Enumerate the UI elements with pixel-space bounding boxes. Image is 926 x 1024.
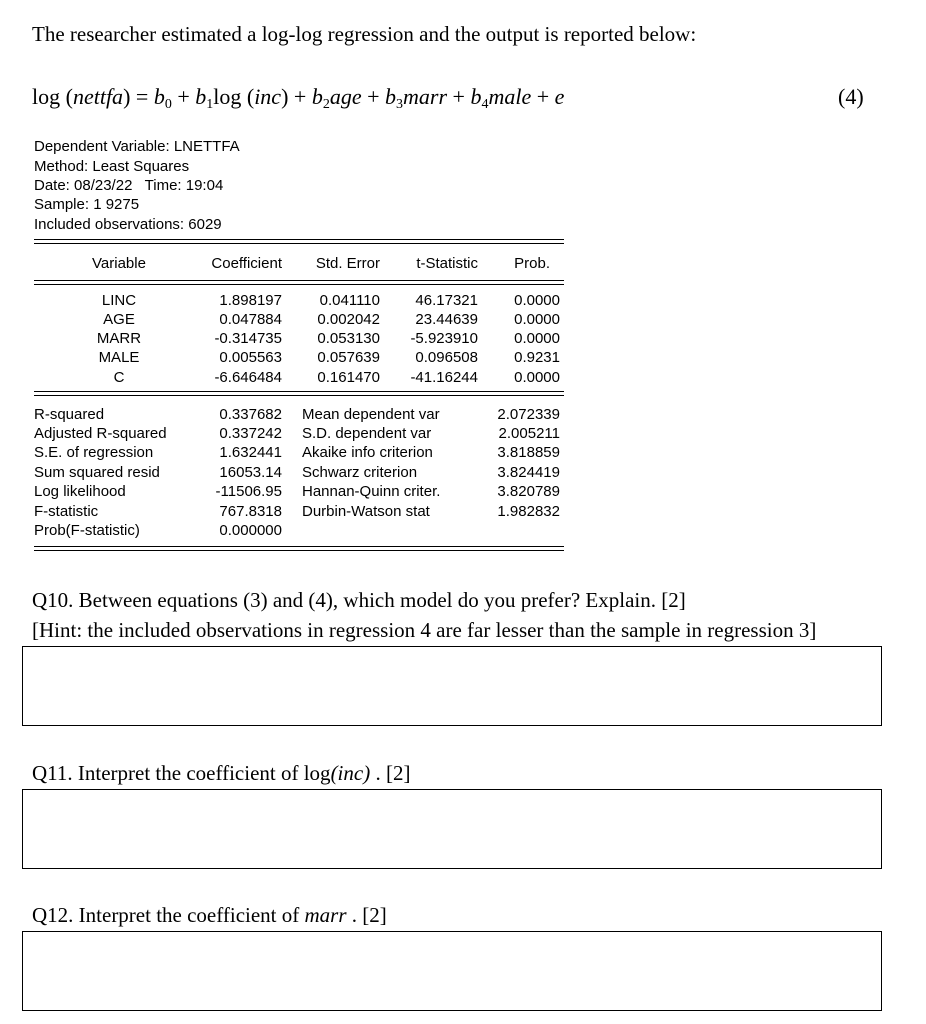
eq-b2-sub: 2 [322, 97, 330, 112]
eq-error: e [554, 84, 565, 109]
eq-lhs-var: nettfa [72, 84, 124, 109]
row-variable: AGE [103, 311, 135, 328]
row-prob: 0.0000 [514, 330, 560, 347]
stat-value: 767.8318 [219, 503, 282, 520]
row-coefficient: 1.898197 [219, 292, 282, 309]
eq-b0: b [153, 84, 165, 109]
header-t-statistic: t-Statistic [416, 255, 478, 272]
eq-b3-sub: 3 [396, 97, 403, 112]
q11-var: (inc) [330, 761, 371, 785]
row-t-statistic: 0.096508 [415, 349, 478, 366]
equation-number: (4) [838, 84, 864, 109]
stat-label: Sum squared resid [34, 464, 160, 481]
row-prob: 0.0000 [514, 292, 560, 309]
double-rule-stats [34, 391, 564, 396]
row-std-error: 0.041110 [319, 292, 380, 309]
row-t-statistic: -41.16244 [410, 369, 478, 386]
eq-b4: b [470, 84, 482, 109]
meta-sample: Sample: 1 9275 [34, 196, 140, 213]
stat-label: Adjusted R-squared [34, 425, 167, 442]
answer-box-q10[interactable] [22, 646, 882, 726]
row-t-statistic: 46.17321 [415, 292, 478, 309]
header-variable: Variable [92, 255, 146, 272]
question-12 [32, 903, 387, 928]
header-prob: Prob. [514, 255, 550, 272]
eq-b3: b [385, 84, 396, 109]
row-variable: MARR [96, 330, 142, 347]
stat-label: Prob(F-statistic) [34, 522, 140, 539]
answer-box-q11[interactable] [22, 789, 882, 869]
stat-value: 2.072339 [497, 406, 560, 423]
question-11 [32, 761, 410, 786]
question-10: Q10. Between equations (3) and (4), which model do you prefer? Explain. [2] [32, 588, 686, 612]
stat-label: Log likelihood [34, 483, 126, 500]
stat-label: S.D. dependent var [302, 425, 432, 442]
q11-prefix: Q11. Interpret the coefficient of log [32, 761, 331, 785]
eq-b3-var: marr [403, 84, 448, 109]
stat-value: 16053.14 [219, 464, 282, 481]
row-coefficient: 0.005563 [219, 349, 282, 366]
q12-suffix: . [2] [346, 903, 387, 927]
stat-label: Durbin-Watson stat [302, 503, 430, 520]
intro-text: The researcher estimated a log-log regression and the output is reported below: [32, 22, 697, 46]
stat-value: 3.818859 [497, 444, 560, 461]
meta-dependent: Dependent Variable: LNETTFA [34, 138, 240, 155]
stat-value: 1.982832 [497, 503, 560, 520]
stat-value: -11506.95 [215, 483, 282, 500]
double-rule-header [34, 280, 564, 285]
meta-method: Method: Least Squares [34, 158, 190, 175]
stat-label: F-statistic [34, 503, 99, 520]
row-std-error: 0.053130 [317, 330, 380, 347]
stat-label: Akaike info criterion [302, 444, 433, 461]
eq-b0-sub: 0 [164, 97, 172, 112]
q12-prefix: Q12. Interpret the coefficient of [32, 903, 305, 927]
row-std-error: 0.002042 [317, 311, 380, 328]
eq-b1: b [195, 84, 207, 109]
header-coefficient: Coefficient [211, 255, 282, 272]
row-std-error: 0.057639 [317, 349, 380, 366]
row-t-statistic: -5.923910 [410, 330, 478, 347]
row-prob: 0.0000 [514, 311, 560, 328]
q11-suffix: . [2] [370, 761, 411, 785]
eq-b4-sub: 4 [481, 97, 489, 112]
row-t-statistic: 23.44639 [415, 311, 478, 328]
eq-b1-var: inc [254, 84, 282, 109]
meta-observations: Included observations: 6029 [34, 216, 222, 233]
stat-label: R-squared [34, 406, 105, 423]
stat-value: 0.337242 [219, 425, 282, 442]
stat-value: 0.337682 [219, 406, 282, 423]
eq-lhs-func: log [32, 84, 61, 109]
eq-b4-var: male [488, 84, 532, 109]
row-coefficient: 0.047884 [219, 311, 282, 328]
eq-b1-sub: 1 [206, 97, 214, 112]
row-coefficient: -0.314735 [214, 330, 282, 347]
q12-var: marr [304, 903, 347, 927]
eq-equals: = [135, 84, 149, 109]
row-std-error: 0.161470 [317, 369, 380, 386]
row-prob: 0.0000 [514, 369, 560, 386]
stat-label: Mean dependent var [302, 406, 440, 423]
stat-value: 0.000000 [219, 522, 282, 539]
eq-b2-var: age [329, 84, 362, 109]
row-variable: MALE [98, 349, 140, 366]
double-rule-bottom [34, 546, 564, 551]
row-coefficient: -6.646484 [214, 369, 282, 386]
eq-b1-func: log [213, 84, 242, 109]
regression-equation: log (nettfa) = $b_0 + b_1\log$ $(inc) + b_2age$ + $b_3marr$ + $b_4male + e$ [32, 84, 565, 112]
stat-label: Schwarz criterion [302, 464, 418, 481]
stat-value: 3.820789 [497, 483, 560, 500]
row-variable: LINC [101, 292, 137, 309]
stat-label: Hannan-Quinn criter. [302, 483, 441, 500]
meta-date: Date: 08/23/22 Time: 19:04 [34, 177, 224, 194]
double-rule-top [34, 239, 564, 244]
question-10-hint: [Hint: the included observations in regression 4 are far lesser than the sample in regression 3] [32, 618, 817, 642]
stat-value: 1.632441 [219, 444, 282, 461]
stat-label: S.E. of regression [34, 444, 154, 461]
stat-value: 2.005211 [498, 425, 560, 442]
row-prob: 0.9231 [514, 349, 560, 366]
header-std-error: Std. Error [315, 255, 380, 272]
row-variable: C [113, 369, 125, 386]
stat-value: 3.824419 [497, 464, 560, 481]
eq-b2: b [311, 84, 323, 109]
answer-box-q12[interactable] [22, 931, 882, 1011]
